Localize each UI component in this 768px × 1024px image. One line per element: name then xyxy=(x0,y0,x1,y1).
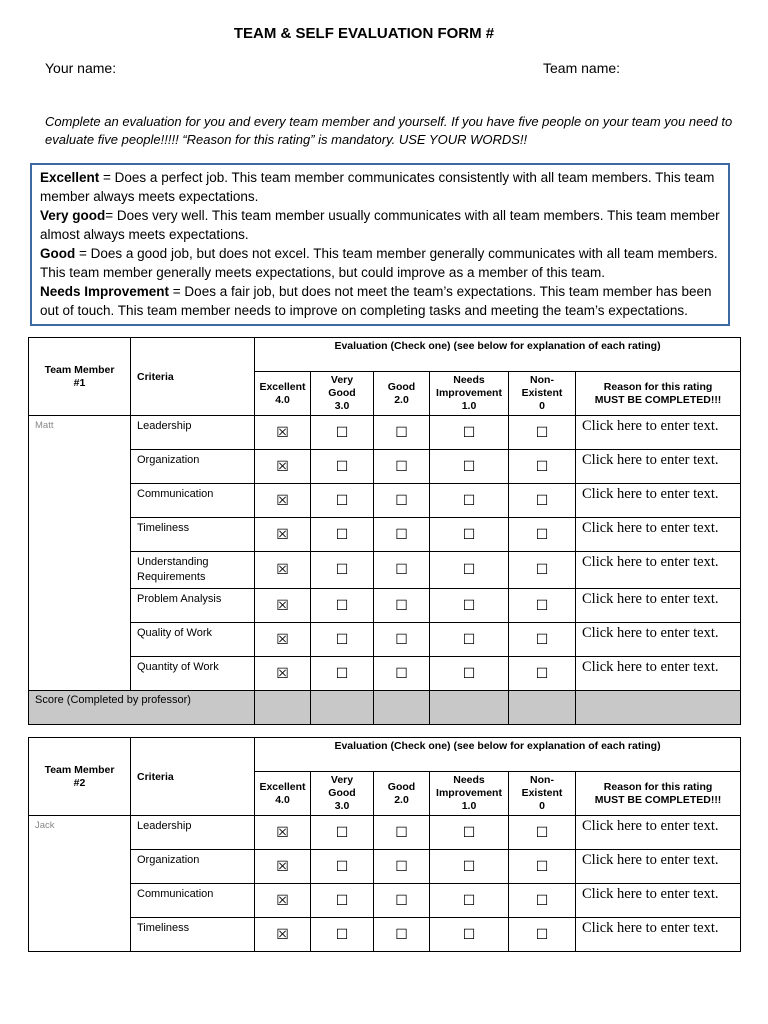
good-column-header xyxy=(374,372,430,416)
reason-input[interactable]: Click here to enter text. xyxy=(576,518,741,552)
evaluation-header: Evaluation (Check one) (see below for explanation of each rating) xyxy=(255,338,741,372)
needs-improvement-column-header xyxy=(430,372,509,416)
reason-column-header xyxy=(576,372,741,416)
rating-checkbox-excellent[interactable]: ☒ xyxy=(255,816,311,850)
criteria-cell: Timeliness xyxy=(131,518,255,552)
score-cell[interactable] xyxy=(374,691,430,725)
non-existent-line: Non- xyxy=(530,374,554,386)
legend-needs-improvement xyxy=(40,282,720,320)
rating-checkbox-excellent[interactable]: ☒ xyxy=(255,589,311,623)
reason-input[interactable]: Click here to enter text. xyxy=(576,850,741,884)
rating-checkbox-excellent[interactable]: ☒ xyxy=(255,518,311,552)
legend-text: = Does very well. This team member usually communicates with all team members. This team member almost always meets expectations. xyxy=(40,208,720,242)
legend-excellent xyxy=(40,168,720,206)
rating-checkbox-very-good[interactable]: ☐ xyxy=(311,450,374,484)
very-good-column-header xyxy=(311,772,374,816)
rating-checkbox-very-good[interactable]: ☐ xyxy=(311,552,374,589)
rating-checkbox-very-good[interactable]: ☐ xyxy=(311,918,374,952)
rating-checkbox-non-existent[interactable]: ☐ xyxy=(509,450,576,484)
legend-term: Excellent xyxy=(40,170,100,185)
legend-term: Needs Improvement xyxy=(40,284,170,299)
criteria-cell: Leadership xyxy=(131,816,255,850)
score-cell[interactable] xyxy=(255,691,311,725)
team-member-header xyxy=(29,738,131,816)
reason-input[interactable]: Click here to enter text. xyxy=(576,450,741,484)
good-line: Good xyxy=(387,380,416,393)
rating-checkbox-good[interactable]: ☐ xyxy=(374,657,430,691)
form-title: TEAM & SELF EVALUATION FORM # xyxy=(233,25,495,42)
rating-checkbox-excellent[interactable]: ☒ xyxy=(255,416,311,450)
reason-input[interactable]: Click here to enter text. xyxy=(576,657,741,691)
table-row xyxy=(29,657,741,691)
score-label: Score (Completed by professor) xyxy=(29,691,255,725)
criteria-cell: Leadership xyxy=(131,416,255,450)
needs-improvement-line: Improvement xyxy=(436,787,502,799)
criteria-cell: Quantity of Work xyxy=(131,657,255,691)
reason-line: MUST BE COMPLETED!!! xyxy=(594,793,722,806)
rating-checkbox-needs-improvement[interactable]: ☐ xyxy=(430,657,509,691)
rating-checkbox-good[interactable]: ☐ xyxy=(374,816,430,850)
table-row xyxy=(29,884,741,918)
legend-term: Good xyxy=(40,246,76,261)
rating-checkbox-very-good[interactable]: ☐ xyxy=(311,657,374,691)
rating-checkbox-good[interactable]: ☐ xyxy=(374,416,430,450)
member-name-cell xyxy=(29,416,131,691)
rating-checkbox-good[interactable]: ☐ xyxy=(374,552,430,589)
rating-checkbox-non-existent[interactable]: ☐ xyxy=(509,850,576,884)
reason-input[interactable]: Click here to enter text. xyxy=(576,589,741,623)
rating-checkbox-good[interactable]: ☐ xyxy=(374,589,430,623)
rating-checkbox-good[interactable]: ☐ xyxy=(374,918,430,952)
rating-checkbox-needs-improvement[interactable]: ☐ xyxy=(430,416,509,450)
rating-checkbox-non-existent[interactable]: ☐ xyxy=(509,589,576,623)
table-row xyxy=(29,552,741,589)
needs-improvement-line: 1.0 xyxy=(461,800,477,812)
non-existent-line: Existent xyxy=(521,387,563,399)
rating-checkbox-very-good[interactable]: ☐ xyxy=(311,416,374,450)
rating-checkbox-excellent[interactable]: ☒ xyxy=(255,484,311,518)
rating-checkbox-very-good[interactable]: ☐ xyxy=(311,623,374,657)
needs-improvement-line: Needs xyxy=(453,374,485,386)
excellent-line: 4.0 xyxy=(275,393,290,406)
non-existent-line: 0 xyxy=(539,400,545,412)
rating-checkbox-good[interactable]: ☐ xyxy=(374,623,430,657)
rating-checkbox-excellent[interactable]: ☒ xyxy=(255,657,311,691)
good-column-header xyxy=(374,772,430,816)
rating-checkbox-excellent[interactable]: ☒ xyxy=(255,918,311,952)
rating-checkbox-excellent[interactable]: ☒ xyxy=(255,884,311,918)
team-member-line: #2 xyxy=(73,776,86,789)
criteria-header: Criteria xyxy=(131,738,255,816)
non-existent-column-header xyxy=(509,372,576,416)
criteria-cell: Timeliness xyxy=(131,918,255,952)
reason-input[interactable]: Click here to enter text. xyxy=(576,918,741,952)
rating-checkbox-non-existent[interactable]: ☐ xyxy=(509,552,576,589)
very-good-line: 3.0 xyxy=(334,800,350,812)
reason-input[interactable]: Click here to enter text. xyxy=(576,884,741,918)
rating-checkbox-needs-improvement[interactable]: ☐ xyxy=(430,850,509,884)
rating-checkbox-non-existent[interactable]: ☐ xyxy=(509,884,576,918)
score-cell[interactable] xyxy=(311,691,374,725)
excellent-line: 4.0 xyxy=(275,793,290,806)
rating-checkbox-very-good[interactable]: ☐ xyxy=(311,518,374,552)
table-row xyxy=(29,918,741,952)
rating-checkbox-excellent[interactable]: ☒ xyxy=(255,623,311,657)
rating-checkbox-non-existent[interactable]: ☐ xyxy=(509,518,576,552)
very-good-column-header xyxy=(311,372,374,416)
criteria-cell: Organization xyxy=(131,850,255,884)
team-member-line: Team Member xyxy=(44,363,115,376)
instructions: Complete an evaluation for you and every team member and yourself. If you have five people on your team you need to evaluate five people!!!!! “Reason for this rating” is mandatory. USE YOUR WORDS!! xyxy=(45,114,733,147)
non-existent-line: 0 xyxy=(539,800,545,812)
rating-checkbox-excellent[interactable]: ☒ xyxy=(255,552,311,589)
rating-checkbox-needs-improvement[interactable]: ☐ xyxy=(430,816,509,850)
rating-checkbox-needs-improvement[interactable]: ☐ xyxy=(430,518,509,552)
rating-checkbox-very-good[interactable]: ☐ xyxy=(311,589,374,623)
reason-line: Reason for this rating xyxy=(603,780,713,793)
legend-term: Very good xyxy=(40,208,106,223)
rating-checkbox-non-existent[interactable]: ☐ xyxy=(509,918,576,952)
rating-checkbox-good[interactable]: ☐ xyxy=(374,850,430,884)
non-existent-line: Existent xyxy=(521,787,563,799)
evaluation-table-2 xyxy=(28,737,741,952)
non-existent-column-header xyxy=(509,772,576,816)
table-row xyxy=(29,518,741,552)
score-cell[interactable] xyxy=(576,691,741,725)
legend-text: = Does a perfect job. This team member communicates consistently with all team members. This team member always meets expectations. xyxy=(40,170,715,204)
reason-input[interactable]: Click here to enter text. xyxy=(576,416,741,450)
rating-checkbox-non-existent[interactable]: ☐ xyxy=(509,484,576,518)
rating-checkbox-excellent[interactable]: ☒ xyxy=(255,850,311,884)
table-row xyxy=(29,816,741,850)
table-row xyxy=(29,623,741,657)
excellent-column-header xyxy=(255,372,311,416)
reason-line: Reason for this rating xyxy=(603,380,713,393)
very-good-line: Good xyxy=(328,787,356,799)
rating-checkbox-very-good[interactable]: ☐ xyxy=(311,850,374,884)
table-row xyxy=(29,484,741,518)
rating-checkbox-needs-improvement[interactable]: ☐ xyxy=(430,918,509,952)
rating-checkbox-needs-improvement[interactable]: ☐ xyxy=(430,484,509,518)
team-member-line: Team Member xyxy=(44,763,115,776)
criteria-header: Criteria xyxy=(131,338,255,416)
criteria-cell: Quality of Work xyxy=(131,623,255,657)
reason-column-header xyxy=(576,772,741,816)
good-line: 2.0 xyxy=(394,793,409,806)
legend-good xyxy=(40,244,720,282)
good-line: 2.0 xyxy=(394,393,409,406)
non-existent-line: Non- xyxy=(530,774,554,786)
needs-improvement-line: Improvement xyxy=(436,387,502,399)
reason-line: MUST BE COMPLETED!!! xyxy=(594,393,722,406)
rating-checkbox-very-good[interactable]: ☐ xyxy=(311,884,374,918)
table-row xyxy=(29,450,741,484)
score-row xyxy=(29,691,741,725)
excellent-line: Excellent xyxy=(259,780,306,793)
rating-checkbox-good[interactable]: ☐ xyxy=(374,884,430,918)
evaluation-header: Evaluation (Check one) (see below for explanation of each rating) xyxy=(255,738,741,772)
team-member-header xyxy=(29,338,131,416)
evaluation-table-1 xyxy=(28,337,741,725)
criteria-cell: Understanding Requirements xyxy=(131,552,255,589)
reason-input[interactable]: Click here to enter text. xyxy=(576,552,741,589)
criteria-cell: Communication xyxy=(131,484,255,518)
rating-checkbox-needs-improvement[interactable]: ☐ xyxy=(430,552,509,589)
rating-checkbox-very-good[interactable]: ☐ xyxy=(311,816,374,850)
rating-checkbox-good[interactable]: ☐ xyxy=(374,518,430,552)
rating-checkbox-needs-improvement[interactable]: ☐ xyxy=(430,623,509,657)
rating-checkbox-non-existent[interactable]: ☐ xyxy=(509,623,576,657)
rating-legend xyxy=(30,163,730,326)
reason-input[interactable]: Click here to enter text. xyxy=(576,623,741,657)
very-good-line: Very xyxy=(330,374,354,386)
table-row xyxy=(29,589,741,623)
very-good-line: 3.0 xyxy=(334,400,350,412)
rating-checkbox-non-existent[interactable]: ☐ xyxy=(509,657,576,691)
score-cell[interactable] xyxy=(430,691,509,725)
legend-text: = Does a fair job, but does not meet the team’s expectations. This team member has been out of touch. This team member needs to improve on completing tasks and meeting the team’s expectations. xyxy=(40,284,712,318)
rating-checkbox-very-good[interactable]: ☐ xyxy=(311,484,374,518)
needs-improvement-line: 1.0 xyxy=(461,400,477,412)
rating-checkbox-good[interactable]: ☐ xyxy=(374,450,430,484)
member-name: Matt xyxy=(35,420,54,431)
rating-checkbox-good[interactable]: ☐ xyxy=(374,484,430,518)
table-row xyxy=(29,416,741,450)
criteria-cell: Communication xyxy=(131,884,255,918)
score-cell[interactable] xyxy=(509,691,576,725)
rating-checkbox-excellent[interactable]: ☒ xyxy=(255,450,311,484)
rating-checkbox-non-existent[interactable]: ☐ xyxy=(509,816,576,850)
very-good-line: Good xyxy=(328,387,356,399)
rating-checkbox-needs-improvement[interactable]: ☐ xyxy=(430,450,509,484)
team-member-line: #1 xyxy=(73,376,86,389)
team-name-label: Team name: xyxy=(543,60,621,76)
your-name-label: Your name: xyxy=(45,60,117,76)
rating-checkbox-non-existent[interactable]: ☐ xyxy=(509,416,576,450)
excellent-column-header xyxy=(255,772,311,816)
rating-checkbox-needs-improvement[interactable]: ☐ xyxy=(430,884,509,918)
needs-improvement-column-header xyxy=(430,772,509,816)
rating-checkbox-needs-improvement[interactable]: ☐ xyxy=(430,589,509,623)
legend-text: = Does a good job, but does not excel. This team member generally communicates with all team members. This team member generally meets expectations, but could improve as a member of this team. xyxy=(40,246,718,280)
criteria-cell: Problem Analysis xyxy=(131,589,255,623)
needs-improvement-line: Needs xyxy=(453,774,485,786)
member-name-cell xyxy=(29,816,131,952)
member-name: Jack xyxy=(35,820,55,831)
very-good-line: Very xyxy=(330,774,354,786)
good-line: Good xyxy=(387,780,416,793)
criteria-cell: Organization xyxy=(131,450,255,484)
excellent-line: Excellent xyxy=(259,380,306,393)
reason-input[interactable]: Click here to enter text. xyxy=(576,816,741,850)
reason-input[interactable]: Click here to enter text. xyxy=(576,484,741,518)
legend-very-good xyxy=(40,206,720,244)
table-row xyxy=(29,850,741,884)
